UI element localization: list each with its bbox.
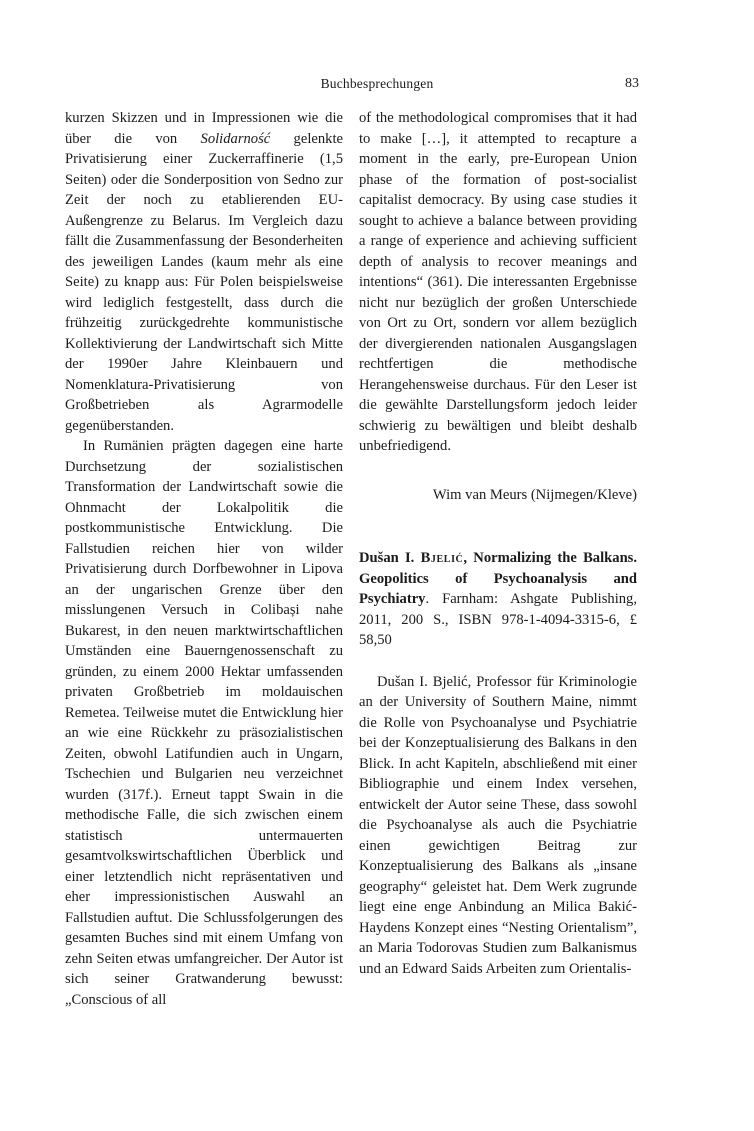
running-head — [0, 76, 754, 96]
emphasis-text: Solidarność — [200, 130, 271, 147]
review-pubinfo: . Farnham: Ashgate Publishing, 2011, 200 S., ISBN 978-1-4094-3315-6, £ 58,50 — [359, 591, 637, 648]
review-book-title: , Normalizing the Balkans. Geopolitics of Psychoanalysis and Psychiatry — [359, 550, 638, 607]
running-title: Buchbesprechungen — [320, 76, 434, 91]
review-heading — [359, 548, 637, 651]
reviewer-signature: Wim van Meurs (Nijmegen/Kleve) — [432, 486, 637, 503]
right-column — [359, 108, 637, 979]
review-author-first: Dušan I. — [359, 550, 421, 566]
paragraph: of the methodological compromises that it had to make […], it attempted to recapture a moment in the early, pre-European Union phase of the formation of post-socialist capitalist democracy. By using case studies it sought to achieve a balance between providing a range of experience and achieving sufficient depth of analysis to recover meanings and intentions“ (361). Die interessanten Ergebnisse nicht nur bezüglich der großen Unterschiede von Ort zu Ort, sondern vor allem bezüglich der divergierenden nationalen Ausgangslagen rechtfertigen die methodische Herangehensweise durchaus. Für den Leser ist die gewählte Darstellungsform jedoch leider schwierig zu bewältigen und bleibt deshalb unbefriedigend. — [359, 110, 637, 454]
left-column — [65, 108, 343, 1010]
review-author-last: Bjelić — [420, 550, 464, 566]
paragraph-text: kurzen Skizzen und in Impressionen wie die über die von — [65, 110, 343, 147]
paragraph: In Rumänien prägten dagegen eine harte Durchsetzung der sozialistischen Transformation der Landwirtschaft sowie die Ohnmacht der Lokalpolitik die postkommunistische Entwicklung. Die Fallstudien reichen hier von wilder Privatisierung durch Dorfbewohner in Lipova an der ungarischen Grenze über den misslungenen Versuch in Colibași nahe Bukarest, in den neuen marktwirtschaftlichen Umständen eine Bauerngenossenschaft zu gründen, zu einem 2000 Hektar umfassenden privaten Großbetrieb im moldauischen Remetea. Teilweise mutet die Entwicklung hier an wie eine Rückkehr zu präsozialistischen Zeiten, obwohl Latifundien auch in Ungarn, Tschechien und Bulgarien neu verzeichnet wurden (317f.). Erneut tappt Swain in die methodische Falle, die sich zwischen einem statistisch untermauerten gesamtvolkswirtschaftlichen Überblick und einer letztendlich nicht repräsentativen und eher impressionistischen Auswahl an Fallstudien auftut. Die Schlussfolgerungen des gesamten Buches sind mit einem Umfang von zehn Seiten etwas umfangreicher. Der Autor ist sich seiner Gratwanderung bewusst: „Conscious of all — [65, 438, 343, 1008]
paragraph — [65, 108, 343, 436]
paragraph-text: gelenkte Privatisierung einer Zuckerraffinerie (1,5 Seiten) oder die Sonderposition von Sedno zur Zeit der noch zu etablierenden EU-Außengrenze zu Belarus. Im Vergleich dazu fällt die Zusammenfassung der Besonderheiten des jeweiligen Landes (kaum mehr als eine Seite) zu knapp aus: Für Polen beispielsweise wird lediglich festgestellt, dass durch die frühzeitig zurückgedrehte kommunistische Kollektivierung der Landwirtschaft sich Mitte der 1990er Jahre Kleinbauern und Nomenklatura-Privatisierung von Großbetrieben als Agrarmodelle gegenüberstanden. — [65, 130, 343, 434]
paragraph: Dušan I. Bjelić, Professor für Kriminologie an der University of Southern Maine, nimmt die Rolle von Psychoanalyse und Psychiatrie bei der Konzeptualisierung des Balkans in den Blick. In acht Kapiteln, abschließend mit einer Bibliographie und einem Index versehen, entwickelt der Autor seine These, dass sowohl die Psychoanalyse als auch die Psychiatrie einen gewichtigen Beitrag zur Konzeptualisierung des Balkans als „insane geography“ geleistet hat. Dem Werk zugrunde liegt eine enge Anbindung an Milica Bakić-Haydens Konzept eines “Nesting Orientalism”, an Maria Todorovas Studien zum Balkanismus und an Edward Saids Arbeiten zum Orientalis- — [359, 673, 637, 977]
page-number: 83 — [625, 76, 639, 91]
